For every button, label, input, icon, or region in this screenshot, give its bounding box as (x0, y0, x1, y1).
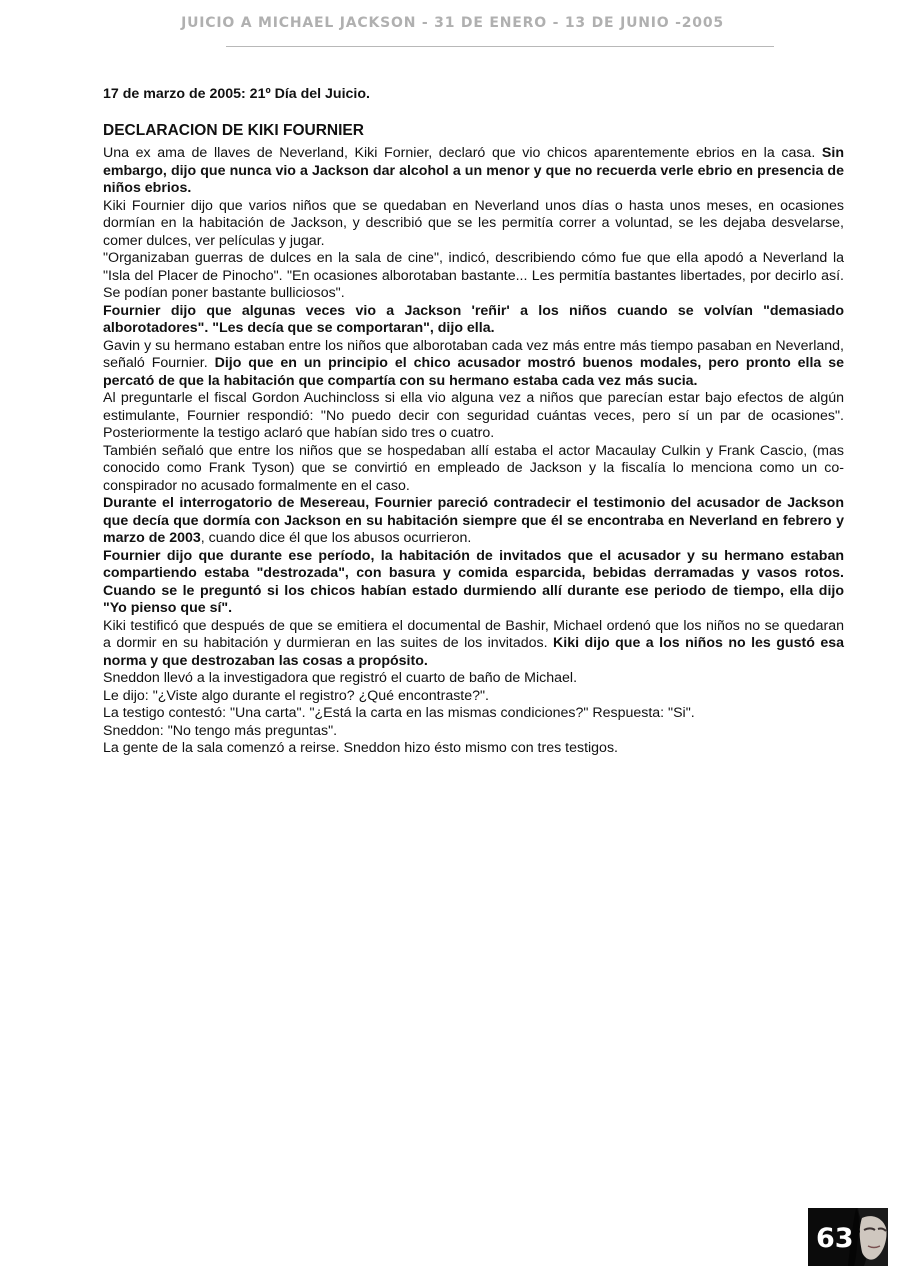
page-number: 63 (816, 1223, 854, 1254)
paragraph (103, 723, 844, 741)
paragraph-bold-run: Fournier dijo que algunas veces vio a Jackson 'reñir' a los niños cuando se volvían "demasiado alborotadores". "Les decía que se comportaran", dijo ella. (103, 302, 844, 336)
paragraph-run: Gavin y su hermano estaban entre los niños que alborotaban cada vez más entre más tiempo pasaban en Neverland, señaló Fournier. (103, 337, 844, 371)
paragraph-run: Sneddon llevó a la investigadora que registró el cuarto de baño de Michael. (103, 670, 578, 686)
paragraph-bold-run: Fournier dijo que durante ese período, la habitación de invitados que el acusador y su hermano estaban compartiendo estaba "destrozada", con basura y comida esparcida, bebidas derramadas y vasos rotos. Cuando se le preguntó si los chicos habían estado durmiendo allí durante ese periodo de tiempo, ella dijo "Yo pienso que sí". (103, 547, 844, 616)
paragraph-run: Kiki Fournier dijo que varios niños que se quedaban en Neverland unos días o hasta unos meses, en ocasiones dormían en la habitación de Jackson, y describió que se les permitía correr a voluntad, se les dejaba desvelarse, comer dulces, ver películas y jugar. (103, 197, 844, 249)
paragraph-run: También señaló que entre los niños que se hospedaban allí estaba el actor Macaulay Culkin y Frank Cascio, (mas conocido como Frank Tyson) que se convirtió en empleado de Jackson y la fiscalía lo menciona como un co-conspirador no acusado formalmente en el caso. (103, 442, 844, 494)
paragraph (103, 303, 844, 338)
article (103, 86, 844, 758)
paragraph (103, 618, 844, 671)
date-line: 17 de marzo de 2005: 21º Día del Juicio. (103, 86, 370, 102)
running-header: JUICIO A MICHAEL JACKSON - 31 DE ENERO - 13 DE JUNIO -2005 (181, 15, 724, 31)
paragraph-run: "Organizaban guerras de dulces en la sala de cine", indicó, describiendo cómo fue que ella apodó a Neverland la "Isla del Placer de Pinocho". "En ocasiones alborotaban bastante... Les permitía bastantes libertades, por decirlo así. Se podían poner bastante bulliciosos". (103, 250, 844, 301)
paragraph-bold-run: Kiki dijo que a los niños no les gustó esa norma y que destrozaban las cosas a propósito. (103, 635, 844, 669)
paragraph-run: La testigo contestó: "Una carta". "¿Está la carta en las mismas condiciones?" Respuesta: "Si". (103, 705, 695, 721)
paragraph (103, 390, 844, 443)
paragraph (103, 705, 844, 723)
paragraph-bold-run: Sin embargo, dijo que nunca vio a Jackson dar alcohol a un menor y que no recuerda verle ebrio en presencia de niños ebrios. (103, 145, 844, 196)
paragraph-run: Una ex ama de llaves de Neverland, Kiki Fornier, declaró que vio chicos aparentemente ebrios en la casa. (103, 145, 822, 161)
header-divider (226, 46, 774, 47)
paragraph-run: Le dijo: "¿Viste algo durante el registro? ¿Qué encontraste?". (103, 687, 489, 704)
section-title: DECLARACION DE KIKI FOURNIER (103, 122, 364, 139)
article-body (103, 145, 844, 758)
paragraph-run: La gente de la sala comenzó a reirse. Sneddon hizo ésto mismo con tres testigos. (103, 740, 618, 756)
paragraph (103, 548, 844, 618)
paragraph (103, 495, 844, 548)
paragraph-run: Sneddon: "No tengo más preguntas". (103, 722, 338, 739)
paragraph-run: Kiki testificó que después de que se emitiera el documental de Bashir, Michael ordenó que los niños no se quedaran a dormir en su habitación y durmieran en las suites de los invitados. (103, 617, 844, 651)
paragraph (103, 145, 844, 198)
paragraph (103, 740, 844, 758)
paragraph (103, 250, 844, 303)
paragraph-run: , cuando dice él que los abusos ocurrieron. (200, 530, 472, 546)
paragraph (103, 443, 844, 496)
paragraph (103, 198, 844, 251)
paragraph-bold-run: Dijo que en un principio el chico acusador mostró buenos modales, pero pronto ella se percató de que la habitación que compartía con su hermano estaba cada vez más sucia. (103, 355, 844, 389)
paragraph-bold-run: Durante el interrogatorio de Mesereau, Fournier pareció contradecir el testimonio del acusador de Jackson que decía que dormía con Jackson en su habitación siempre que él se encontraba en Neverland en febrero y marzo de 2003 (103, 495, 844, 546)
paragraph (103, 670, 844, 688)
paragraph (103, 338, 844, 391)
paragraph (103, 688, 844, 706)
paragraph-run: Al preguntarle el fiscal Gordon Auchincloss si ella vio alguna vez a niños que parecían estar bajo efectos de algún estimulante, Fournier respondió: "No puedo decir con seguridad cuántas veces, pero sí un par de ocasiones". Posteriormente la testigo aclaró que habían sido tres o cuatro. (103, 390, 844, 441)
page-badge (808, 1208, 888, 1266)
